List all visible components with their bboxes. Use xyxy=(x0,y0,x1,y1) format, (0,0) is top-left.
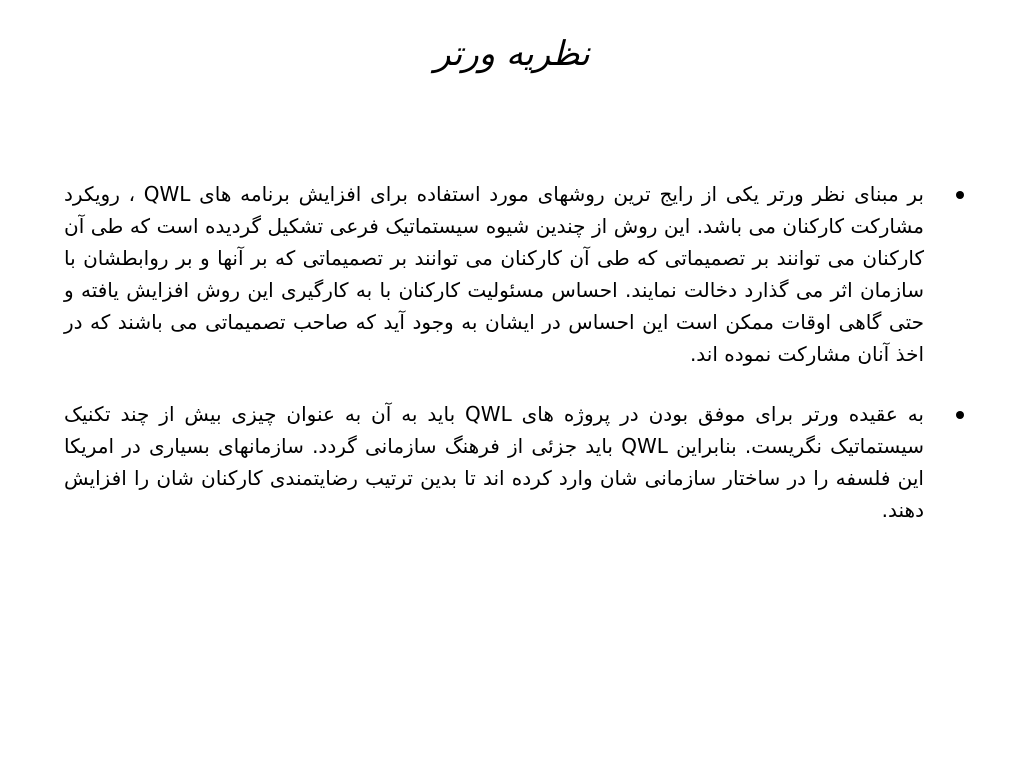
bullet-item-1 xyxy=(64,178,964,370)
bullet-dot-icon xyxy=(956,411,964,419)
bullet-text-2: به عقیده ورتر برای موفق بودن در پروژه های QWL باید به آن به عنوان چیزی بیش از چند تکنیک سیستماتیک نگریست. بنابراین QWL باید جزئی از فرهنگ سازمانی گردد. سازمانهای بسیاری در امریکا این فلسفه را در ساختار سازمانی شان وارد کرده اند تا بدین ترتیب رضایتمندی کارکنان شان را افزایش دهند. xyxy=(64,402,924,522)
bullet-text-1: بر مبنای نظر ورتر یکی از رایج ترین روشهای مورد استفاده برای افزایش برنامه های QWL ، رویکرد مشارکت کارکنان می باشد. این روش از چندین شیوه سیستماتیک فرعی تشکیل گردیده است که طی آن کارکنان می توانند بر تصمیماتی که طی آن کارکنان می توانند بر تصمیماتی که بر آنها و بر روابطشان با سازمان اثر می گذارد دخالت نمایند. احساس مسئولیت کارکنان با به کارگیری این روش افزایش یافته و حتی گاهی اوقات ممکن است این احساس در ایشان به وجود آید که صاحب تصمیماتی می باشند که در اخذ آنان مشارکت نموده اند. xyxy=(64,182,924,366)
bullet-item-2 xyxy=(64,398,964,526)
bullet-dot-icon xyxy=(956,191,964,199)
bullet-list xyxy=(64,178,964,554)
slide-title: نظریه ورتر xyxy=(434,34,590,74)
